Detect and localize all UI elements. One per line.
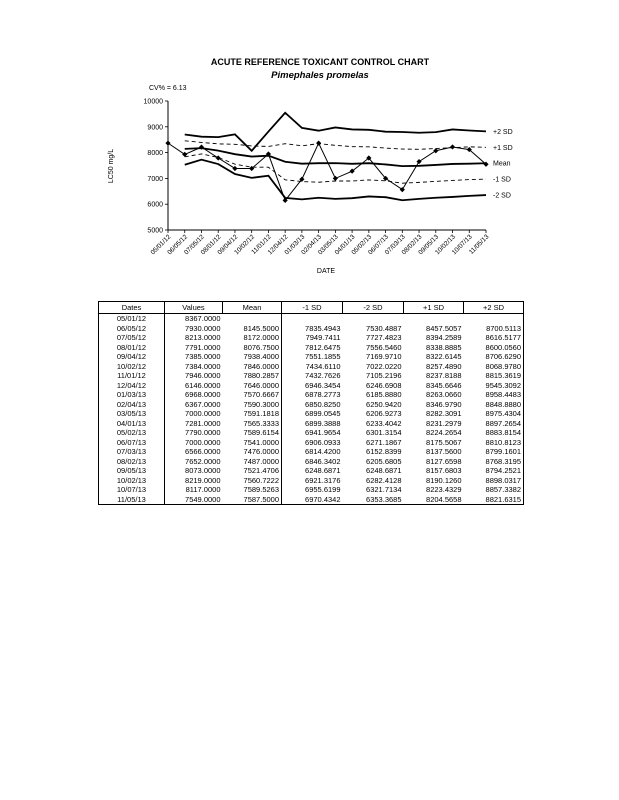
table-value-cell: 8810.8123 — [464, 438, 524, 448]
table-value-cell: 8821.6315 — [464, 495, 524, 505]
table-value-cell: 8700.5113 — [464, 324, 524, 334]
table-value-cell: 6941.9654 — [282, 428, 343, 438]
table-value-cell: 8223.4329 — [426, 485, 462, 494]
table-value-cell: 8127.6598 — [426, 456, 462, 466]
table-value-cell — [464, 314, 524, 324]
table-value-cell: 6271.1867 — [366, 437, 402, 447]
table-value-cell: 7000.0000 — [165, 409, 223, 419]
table-value-cell: 7384.0000 — [165, 362, 223, 372]
table-value-cell: 8394.2589 — [426, 333, 462, 342]
y-tick-label: 8000 — [147, 150, 163, 158]
table-date-cell: 11/05/13 — [99, 495, 165, 505]
x-tick-label: 09/05/13 — [417, 233, 441, 257]
x-tick-label: 11/01/12 — [250, 233, 273, 256]
table-value-cell: 7727.4823 — [366, 333, 402, 342]
table-header-cell: Mean — [223, 302, 282, 314]
table-row — [99, 409, 524, 419]
table-value-cell: 8257.4890 — [426, 361, 462, 371]
table-value-cell: 7549.0000 — [165, 495, 223, 505]
table-value-cell: 8457.5057 — [426, 323, 462, 333]
table-value-cell: 7790.0000 — [165, 428, 223, 438]
x-tick-label: 03/05/13 — [316, 233, 340, 257]
table-value-cell: 7949.7411 — [282, 333, 343, 343]
table-header-cell: -2 SD — [343, 302, 404, 314]
table-value-cell: 8157.6803 — [426, 466, 462, 475]
values-point-marker — [333, 176, 338, 181]
table-value-cell: 7880.2857 — [243, 371, 279, 380]
table-row — [99, 343, 524, 353]
table-value-cell: 8794.2521 — [464, 466, 524, 476]
table-value-cell: 8883.8154 — [464, 428, 524, 438]
table-value-cell: 8224.2654 — [426, 428, 462, 437]
x-axis-label: DATE — [316, 268, 336, 275]
table-value-cell: 8338.8885 — [426, 342, 462, 352]
table-value-cell: 8263.0660 — [426, 390, 462, 399]
table-row — [99, 314, 524, 324]
table-value-cell: 6206.9273 — [366, 409, 402, 418]
x-tick-label: 12/04/12 — [266, 233, 290, 257]
table-date-cell: 10/02/13 — [99, 476, 165, 486]
table-date-cell: 07/05/12 — [99, 333, 165, 343]
table-row — [99, 476, 524, 486]
table-value-cell: 6850.8250 — [282, 400, 343, 410]
table-value-cell: 8897.2654 — [464, 419, 524, 429]
table-value-cell: 8346.9790 — [426, 399, 462, 409]
table-value-cell: 7938.4000 — [243, 352, 279, 361]
table-value-cell: 7105.2196 — [366, 371, 402, 380]
data-table — [98, 301, 524, 505]
x-tick-label: 08/02/13 — [400, 233, 424, 257]
table-value-cell: 6899.0545 — [282, 409, 343, 419]
table-value-cell: 8815.3619 — [464, 371, 524, 381]
table-row — [99, 324, 524, 334]
series-line-plusminus-2-sd — [185, 113, 486, 151]
table-value-cell: 7589.5263 — [243, 485, 279, 494]
x-tick-label: 11/05/13 — [467, 233, 491, 256]
table-row — [99, 371, 524, 381]
table-value-cell: 6955.6199 — [282, 485, 343, 495]
table-row — [99, 390, 524, 400]
table-value-cell: 8213.0000 — [165, 333, 223, 343]
table-value-cell: 7646.0000 — [243, 380, 279, 390]
table-value-cell: 7652.0000 — [165, 457, 223, 467]
table-row — [99, 495, 524, 505]
table-value-cell: 6906.0933 — [282, 438, 343, 448]
table-value-cell: 7560.7222 — [243, 475, 279, 485]
table-value-cell: 6353.3685 — [343, 495, 404, 505]
table-date-cell: 05/02/13 — [99, 428, 165, 438]
table-value-cell — [404, 314, 464, 324]
values-point-marker — [450, 144, 455, 149]
table-value-cell: 7590.3000 — [243, 399, 279, 409]
table-header-cell: +1 SD — [404, 302, 464, 314]
control-chart — [0, 0, 619, 300]
table-value-cell: 6566.0000 — [165, 447, 223, 457]
table-value-cell: 7930.0000 — [165, 324, 223, 334]
table-date-cell: 10/02/12 — [99, 362, 165, 372]
x-tick-label: 02/04/13 — [300, 233, 324, 257]
table-value-cell: 7432.7626 — [282, 371, 343, 381]
table-value-cell: 7541.0000 — [243, 437, 279, 447]
table-value-cell: 8172.0000 — [243, 333, 279, 342]
values-series-line — [168, 143, 486, 200]
table-value-cell: 8076.7500 — [243, 342, 279, 352]
table-value-cell: 8768.3195 — [464, 457, 524, 467]
table-date-cell: 01/03/13 — [99, 390, 165, 400]
table-value-cell — [343, 314, 404, 324]
y-tick-label: 9000 — [147, 124, 163, 132]
table-row — [99, 457, 524, 467]
table-value-cell: 6946.3454 — [282, 381, 343, 391]
table-value-cell — [223, 314, 282, 324]
table-value-cell: 6814.4200 — [282, 447, 343, 457]
x-tick-label: 10/02/13 — [434, 233, 457, 257]
table-header-cell: Values — [165, 302, 223, 314]
chart-title: ACUTE REFERENCE TOXICANT CONTROL CHART — [210, 57, 430, 67]
table-value-cell: 6205.6805 — [366, 456, 402, 466]
table-value-cell: 7521.4706 — [243, 466, 279, 475]
table-value-cell: 7022.0220 — [366, 361, 402, 371]
table-value-cell: 8848.8880 — [464, 400, 524, 410]
y-tick-label: 10000 — [143, 98, 163, 106]
table-row — [99, 447, 524, 457]
x-tick-label: 10/02/12 — [233, 233, 257, 257]
x-tick-label: 01/03/13 — [283, 233, 307, 257]
table-value-cell: 6970.4342 — [282, 495, 343, 505]
table-date-cell: 07/03/13 — [99, 447, 165, 457]
table-row — [99, 333, 524, 343]
table-header-cell: +2 SD — [464, 302, 524, 314]
table-date-cell: 12/04/12 — [99, 381, 165, 391]
table-value-cell: 7591.1818 — [243, 409, 279, 418]
table-value-cell: 8367.0000 — [165, 314, 223, 324]
y-tick-label: 6000 — [147, 201, 163, 209]
table-value-cell: 8137.5600 — [426, 447, 462, 456]
table-row — [99, 419, 524, 429]
chart-subtitle: Pimephales promelas — [271, 70, 369, 81]
table-date-cell: 09/05/13 — [99, 466, 165, 476]
series-line-mean — [185, 148, 486, 166]
table-value-cell: 8204.5658 — [404, 495, 464, 505]
x-tick-label: 06/07/13 — [367, 233, 390, 257]
series-line-plusminus-1-sd — [185, 141, 486, 150]
table-value-cell: 8857.3382 — [464, 485, 524, 495]
table-date-cell: 06/05/12 — [99, 324, 165, 334]
table-value-cell: 8958.4483 — [464, 390, 524, 400]
table-value-cell: 8219.0000 — [165, 476, 223, 486]
table-value-cell: 7385.0000 — [165, 352, 223, 362]
x-tick-label: 07/05/12 — [183, 233, 206, 257]
table-value-cell: 6899.3888 — [282, 419, 343, 429]
y-axis-label: LC50 mg/L — [108, 148, 115, 184]
y-tick-label: 5000 — [147, 227, 163, 235]
x-tick-label: 07/03/13 — [383, 233, 407, 257]
values-point-marker — [316, 141, 321, 146]
table-date-cell: 02/04/13 — [99, 400, 165, 410]
table-value-cell: 8616.5177 — [464, 333, 524, 343]
table-value-cell: 8073.0000 — [165, 466, 223, 476]
table-value-cell: 7570.6667 — [243, 390, 279, 399]
table-date-cell: 08/02/13 — [99, 457, 165, 467]
table-row — [99, 485, 524, 495]
table-value-cell: 7565.3333 — [243, 418, 279, 428]
table-value-cell: 7835.4943 — [282, 324, 343, 334]
table-value-cell: 7587.5000 — [223, 495, 282, 505]
table-value-cell: 6248.6871 — [282, 466, 343, 476]
table-value-cell: 7434.6110 — [282, 362, 343, 372]
values-point-marker — [416, 159, 421, 164]
y-tick-label: 7000 — [147, 175, 163, 183]
table-value-cell: 8175.5067 — [426, 437, 462, 447]
table-value-cell: 7000.0000 — [165, 438, 223, 448]
table-date-cell: 09/04/12 — [99, 352, 165, 362]
table-value-cell: 7556.5460 — [366, 342, 402, 352]
table-value-cell: 7530.4887 — [366, 323, 402, 333]
table-row — [99, 466, 524, 476]
table-value-cell: 7281.0000 — [165, 419, 223, 429]
table-value-cell: 7487.0000 — [243, 456, 279, 466]
table-value-cell: 7476.0000 — [243, 447, 279, 456]
cv-label: CV% = 6.13 — [149, 85, 187, 92]
table-value-cell: 8117.0000 — [165, 485, 223, 495]
table-value-cell: 6367.0000 — [165, 400, 223, 410]
table-row — [99, 362, 524, 372]
table-value-cell: 6185.8880 — [366, 390, 402, 399]
table-value-cell: 9545.3092 — [464, 381, 524, 391]
x-tick-label: 05/02/13 — [350, 233, 374, 257]
x-tick-label: 09/04/12 — [216, 233, 240, 257]
table-value-cell: 6248.6871 — [366, 466, 402, 475]
table-date-cell: 05/01/12 — [99, 314, 165, 324]
table-value-cell: 6321.7134 — [366, 485, 402, 494]
table-value-cell: 6152.8399 — [366, 447, 402, 456]
x-tick-label: 08/01/12 — [199, 233, 223, 257]
values-point-marker — [400, 187, 405, 192]
table-value-cell: 8898.0317 — [464, 476, 524, 486]
table-date-cell: 10/07/13 — [99, 485, 165, 495]
table-value-cell: 6250.9420 — [366, 399, 402, 409]
series-end-label: -2 SD — [493, 192, 511, 200]
table-value-cell: 8190.1260 — [426, 475, 462, 485]
table-value-cell: 7946.0000 — [165, 371, 223, 381]
table-row — [99, 352, 524, 362]
table-row — [99, 428, 524, 438]
series-end-label: -1 SD — [493, 176, 511, 184]
table-value-cell: 8231.2979 — [426, 418, 462, 428]
table-value-cell: 6146.0000 — [165, 381, 223, 391]
table-date-cell: 08/01/12 — [99, 343, 165, 353]
table-date-cell: 11/01/12 — [99, 371, 165, 381]
table-value-cell: 7589.6154 — [243, 428, 279, 437]
table-value-cell: 6233.4042 — [366, 418, 402, 428]
table-value-cell: 6246.6908 — [366, 380, 402, 390]
series-end-label: +1 SD — [493, 144, 513, 152]
x-tick-label: 06/05/12 — [166, 233, 190, 257]
table-value-cell: 8799.1601 — [464, 447, 524, 457]
table-value-cell: 7551.1855 — [282, 352, 343, 362]
table-value-cell: 8237.8188 — [426, 371, 462, 380]
table-value-cell: 8600.0560 — [464, 343, 524, 353]
table-value-cell: 6282.4128 — [366, 475, 402, 485]
table-date-cell: 04/01/13 — [99, 419, 165, 429]
x-tick-label: 10/07/13 — [450, 233, 474, 257]
table-value-cell: 7846.0000 — [243, 361, 279, 371]
table-date-cell: 06/07/13 — [99, 438, 165, 448]
table-value-cell: 6921.3176 — [282, 476, 343, 486]
values-point-marker — [232, 166, 237, 171]
table-value-cell: 8322.6145 — [426, 352, 462, 361]
table-value-cell: 6968.0000 — [165, 390, 223, 400]
table-value-cell: 8145.5000 — [243, 323, 279, 333]
table-header-cell: Dates — [99, 302, 165, 314]
table-row — [99, 381, 524, 391]
series-end-label: Mean — [493, 160, 511, 168]
table-value-cell: 6301.3154 — [366, 428, 402, 437]
series-end-label: +2 SD — [493, 128, 513, 136]
x-tick-label: 04/01/13 — [333, 233, 357, 257]
table-row — [99, 400, 524, 410]
table-value-cell: 7791.0000 — [165, 343, 223, 353]
x-tick-label: 05/01/12 — [149, 233, 173, 257]
table-value-cell: 8345.6646 — [426, 380, 462, 390]
table-value-cell — [282, 314, 343, 324]
table-value-cell: 7812.6475 — [282, 343, 343, 353]
table-header-cell: -1 SD — [282, 302, 343, 314]
table-value-cell: 8282.3091 — [426, 409, 462, 418]
table-value-cell: 6878.2773 — [282, 390, 343, 400]
table-value-cell: 7169.9710 — [366, 352, 402, 361]
table-value-cell: 6846.3402 — [282, 457, 343, 467]
table-date-cell: 03/05/13 — [99, 409, 165, 419]
table-row — [99, 438, 524, 448]
values-point-marker — [433, 148, 438, 153]
table-value-cell: 8068.9780 — [464, 362, 524, 372]
table-value-cell: 8975.4304 — [464, 409, 524, 419]
table-header-row — [99, 302, 524, 314]
table-value-cell: 8706.6290 — [464, 352, 524, 362]
